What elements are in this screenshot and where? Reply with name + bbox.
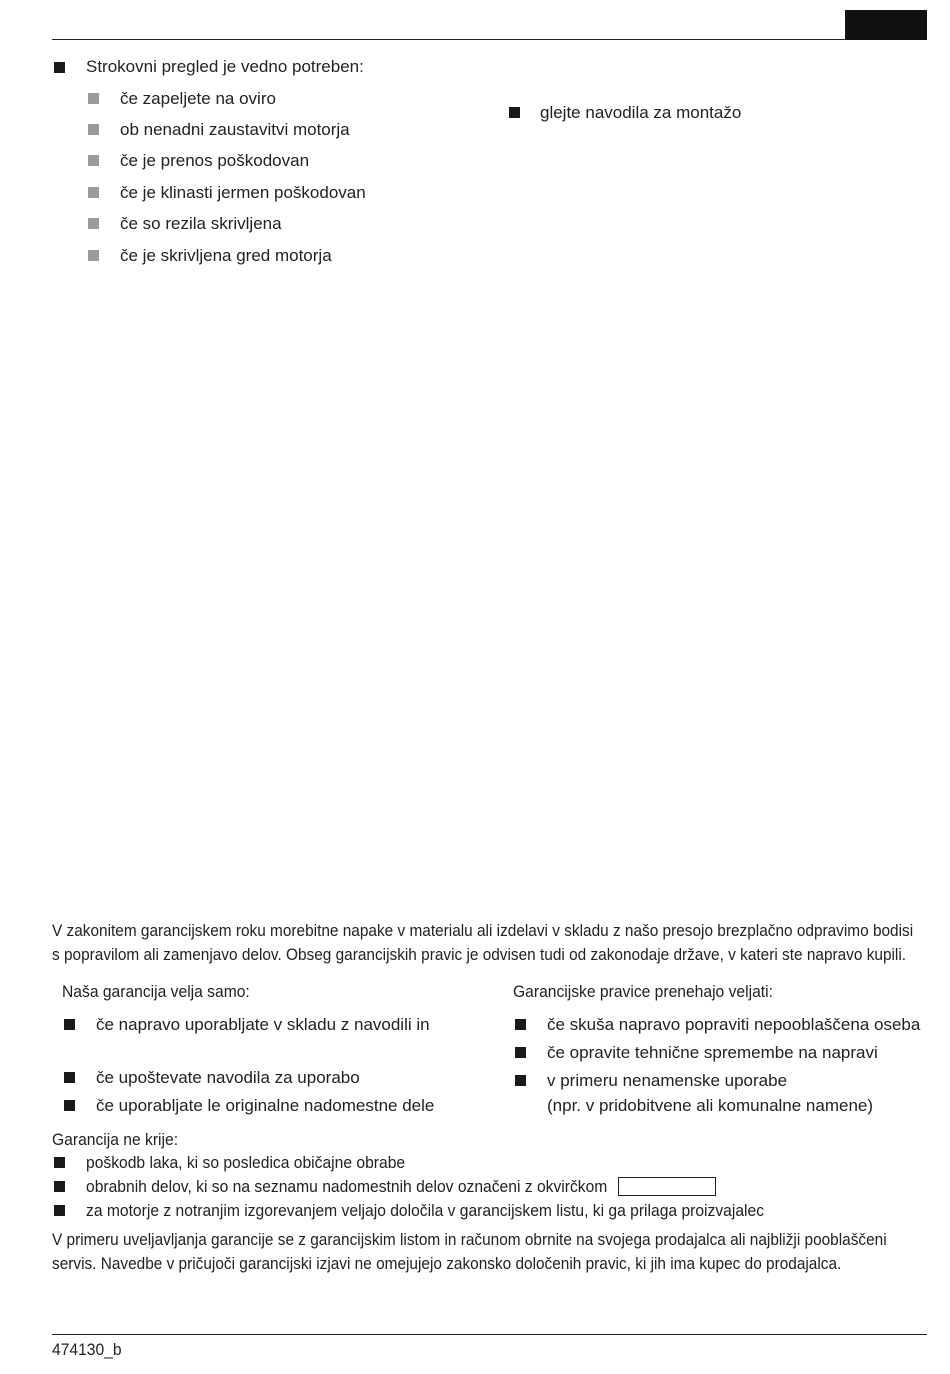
bullet-square-icon bbox=[515, 1047, 526, 1058]
warranty-valid-item: če napravo uporabljate v skladu z navodili in bbox=[96, 1015, 430, 1034]
warranty-valid-item: če upoštevate navodila za uporabo bbox=[96, 1068, 360, 1087]
warranty-not-cover-item: poškodb laka, ki so posledica običajne obrabe bbox=[86, 1153, 406, 1172]
document-code: 474130_b bbox=[52, 1340, 122, 1359]
inspection-heading: Strokovni pregled je vedno potreben: bbox=[86, 57, 364, 76]
warranty-valid-item: če uporabljate le originalne nadomestne dele bbox=[96, 1096, 435, 1115]
bullet-square-gray-icon bbox=[88, 124, 99, 135]
warranty-not-cover-item: za motorje z notranjim izgorevanjem veljajo določila v garancijskem listu, ki ga prilaga proizvajalec bbox=[86, 1201, 765, 1220]
warranty-intro-line-1: V zakonitem garancijskem roku morebitne napake v materialu ali izdelavi v skladu z našo presojo brezplačno odpravimo bodisi bbox=[52, 921, 914, 940]
bullet-square-icon bbox=[64, 1072, 75, 1083]
warranty-final-line-1: V primeru uveljavljanja garancije se z garancijskim listom in računom obrnite na svojega prodajalca ali najbližji pooblaščeni bbox=[52, 1230, 887, 1249]
bullet-square-icon bbox=[54, 1205, 65, 1216]
bullet-square-icon bbox=[54, 1157, 65, 1168]
bullet-square-icon bbox=[54, 62, 65, 73]
bullet-square-gray-icon bbox=[88, 93, 99, 104]
warranty-intro-line-2: s popravilom ali zamenjavo delov. Obseg garancijskih pravic je odvisen tudi od zakonodaje države, v kateri ste napravo kupili. bbox=[52, 945, 907, 964]
wear-part-frame-box bbox=[618, 1177, 716, 1196]
bullet-square-icon bbox=[509, 107, 520, 118]
page-tab-marker bbox=[845, 10, 927, 40]
bullet-square-gray-icon bbox=[88, 218, 99, 229]
inspection-item: če je klinasti jermen poškodovan bbox=[120, 183, 366, 202]
bullet-square-gray-icon bbox=[88, 187, 99, 198]
bottom-rule bbox=[52, 1334, 927, 1335]
bullet-square-gray-icon bbox=[88, 155, 99, 166]
bullet-square-icon bbox=[64, 1100, 75, 1111]
bullet-square-icon bbox=[515, 1019, 526, 1030]
warranty-expire-item: če skuša napravo popraviti nepooblaščena oseba bbox=[547, 1015, 921, 1034]
inspection-item: če je prenos poškodovan bbox=[120, 151, 310, 170]
inspection-item: ob nenadni zaustavitvi motorja bbox=[120, 120, 350, 139]
warranty-not-cover-heading: Garancija ne krije: bbox=[52, 1130, 179, 1149]
warranty-expire-item: v primeru nenamenske uporabe bbox=[547, 1071, 788, 1090]
inspection-item: če je skrivljena gred motorja bbox=[120, 246, 332, 265]
warranty-expire-note: (npr. v pridobitvene ali komunalne namene) bbox=[547, 1096, 874, 1115]
warranty-not-cover-item: obrabnih delov, ki so na seznamu nadomestnih delov označeni z okvirčkom bbox=[86, 1177, 608, 1196]
warranty-valid-heading: Naša garancija velja samo: bbox=[62, 982, 250, 1001]
bullet-square-icon bbox=[64, 1019, 75, 1030]
inspection-item: če so rezila skrivljena bbox=[120, 214, 282, 233]
inspection-item: če zapeljete na oviro bbox=[120, 89, 276, 108]
bullet-square-icon bbox=[54, 1181, 65, 1192]
bullet-square-icon bbox=[515, 1075, 526, 1086]
top-rule bbox=[52, 39, 927, 40]
warranty-final-line-2: servis. Navedbe v pričujoči garancijski izjavi ne omejujejo zakonsko določenih pravic, ki jih ima kupec do prodajalca. bbox=[52, 1254, 842, 1273]
bullet-square-gray-icon bbox=[88, 250, 99, 261]
mounting-instructions-note: glejte navodila za montažo bbox=[540, 103, 742, 122]
warranty-expire-heading: Garancijske pravice prenehajo veljati: bbox=[513, 982, 773, 1001]
warranty-expire-item: če opravite tehnične spremembe na napravi bbox=[547, 1043, 878, 1062]
